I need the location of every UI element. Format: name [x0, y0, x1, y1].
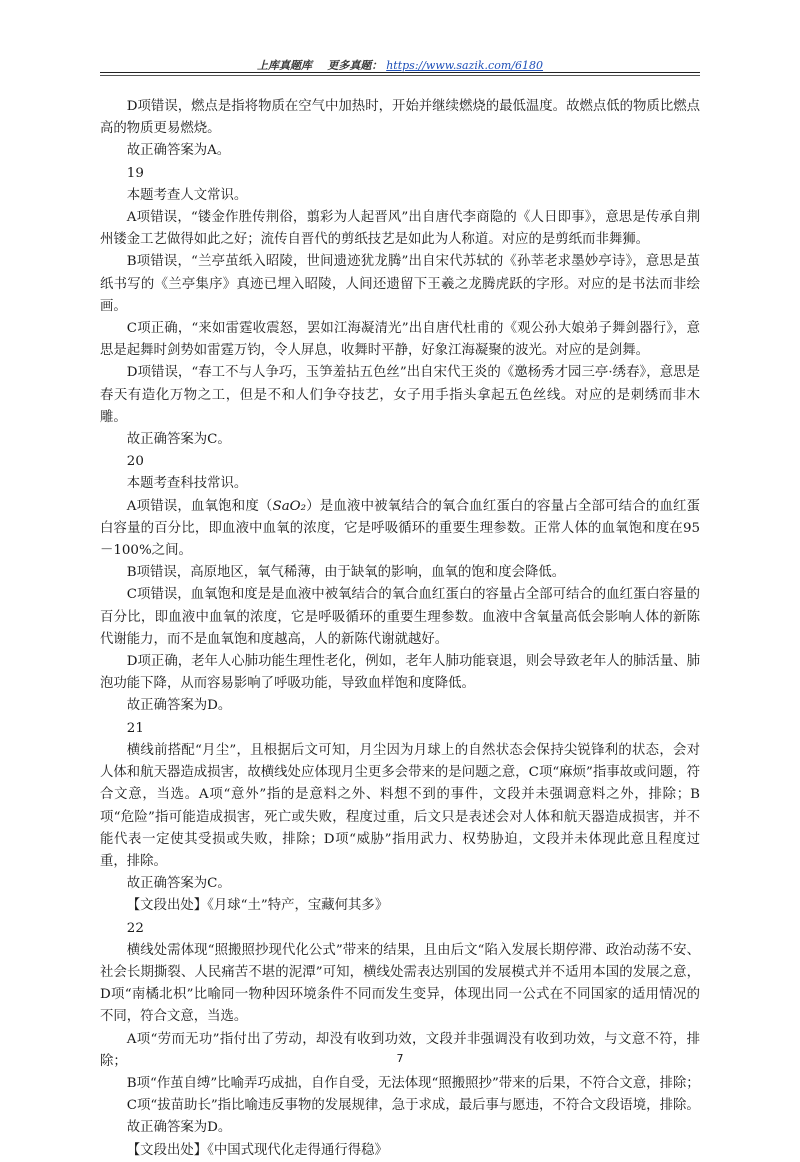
paragraph: C项正确，“来如雷霆收震怒，罢如江海凝清光”出自唐代杜甫的《观公孙大娘弟子舞剑器行》，意思是起舞时剑势如雷霆万钧，令人屏息，收舞时平静，好象江海凝聚的波光。对应的是剑舞。: [100, 321, 700, 359]
paragraph: D项正确，老年人心肺功能生理性老化，例如，老年人肺功能衰退，则会导致老年人的肺活量、肺泡功能下降，从而容易影响了呼吸功能，导致血样饱和度降低。: [100, 654, 700, 692]
header-more-label: 更多真题：: [327, 59, 383, 72]
paragraph: 横线处需体现“照搬照抄现代化公式”带来的结果，且由后文“陷入发展长期停滞、政治动荡不安、社会长期撕裂、人民痛苦不堪的泥潭”可知，横线处需表达别国的发展模式并不适用本国的发展之意，D项“南橘北枳”比喻同一物种因环境条件不同而发生变异，体现出同一公式在不同国家的适用情况的不同，符合文意，当选。: [100, 942, 700, 1025]
question-number: 21: [126, 720, 144, 736]
paragraph-text: ）是血液中被氧结合的氧合血红蛋白的容量占全部可结合的血红蛋白容量的百分比，即血液中血氧的浓度，它是呼吸循环的重要生理参数。正常人体的血氧饱和度在95－100%之间。: [100, 498, 700, 559]
paragraph: B项错误，“兰亭茧纸入昭陵，世间遗迹犹龙腾”出自宋代苏轼的《孙莘老求墨妙亭诗》，意思是茧纸书写的《兰亭集序》真迹已埋入昭陵，人间还遗留下王羲之龙腾虎跃的字形。对应的是书法而非绘画。: [100, 254, 700, 314]
header-rule-thick: [100, 72, 700, 73]
page-header: [0, 57, 800, 73]
page-body: [100, 96, 700, 1162]
question-number: 22: [126, 920, 144, 936]
paragraph: A项错误，“镂金作胜传荆俗，翦彩为人起晋风”出自唐代李商隐的《人日即事》，意思是传承自荆州镂金工艺做得如此之好；流传自晋代的剪纸技艺是如此为人称道。对应的是剪纸而非舞狮。: [100, 210, 700, 248]
paragraph: A项“劳而无功”指付出了劳动，却没有收到功效，文段并非强调没有收到功效，与文意不符，排除；: [100, 1031, 700, 1069]
paragraph: D项错误，燃点是指将物质在空气中加热时，开始并继续燃烧的最低温度。故燃点低的物质比燃点高的物质更易燃烧。: [100, 99, 700, 137]
answer-line: 故正确答案为C。: [126, 432, 231, 448]
header-link[interactable]: https://www.sazik.com/6180: [386, 59, 543, 72]
answer-line: 故正确答案为D。: [126, 698, 232, 714]
paragraph: 横线前搭配“月尘”，且根据后文可知，月尘因为月球上的自然状态会保持尖锐锋利的状态，会对人体和航天器造成损害，故横线处应体现月尘更多会带来的是问题之意，C项“麻烦”指事故或问题，符合文意，当选。A项“意外”指的是意料之外、料想不到的事件，文段并未强调意料之外，排除；B项“危险”指可能造成损害，死亡或失败，程度过重，后文只是表述会对人体和航天器造成损害，并不能代表一定使其受损或失败，排除；D项“威胁”指用武力、权势胁迫，文段并未体现此意且程度过重，排除。: [100, 742, 700, 869]
answer-line: 故正确答案为D。: [126, 1120, 232, 1136]
paragraph: C项错误，血氧饱和度是是血液中被氧结合的氧合血红蛋白的容量占全部可结合的血红蛋白容量的百分比，即血液中血氧的浓度，它是呼吸循环的重要生理参数。血液中含氧量高低会影响人体的新陈代谢能力，而不是血氧饱和度越高，人的新陈代谢就越好。: [100, 587, 700, 647]
question-number: 19: [126, 165, 144, 181]
header-source: 上库真题库: [257, 59, 313, 72]
answer-line: 故正确答案为C。: [126, 876, 231, 892]
header-rule-thin: [100, 75, 700, 76]
sao2-symbol: SaO₂: [272, 498, 307, 514]
source-note: 【文段出处】《中国式现代化走得通行得稳》: [126, 1142, 388, 1158]
question-topic: 本题考查人文常识。: [126, 187, 248, 203]
paragraph: C项“拔苗助长”指比喻违反事物的发展规律，急于求成，最后事与愿违，不符合文段语境，排除。: [126, 1098, 700, 1114]
paragraph: B项错误，高原地区，氧气稀薄，由于缺氧的影响，血氧的饱和度会降低。: [126, 565, 566, 581]
answer-line: 故正确答案为A。: [126, 143, 231, 159]
paragraph: D项错误，“春工不与人争巧，玉笋羞拈五色丝”出自宋代王炎的《邀杨秀才园三亭·绣春》，意思是春天有造化万物之工，但是不和人们争夺技艺，女子用手指头拿起五色丝线。对应的是刺绣而非木雕。: [100, 365, 700, 425]
source-note: 【文段出处】《月球“土”特产，宝藏何其多》: [126, 898, 389, 914]
page-number: 7: [396, 1052, 404, 1065]
paragraph: [100, 496, 700, 563]
question-topic: 本题考查科技常识。: [126, 476, 248, 492]
paragraph-text: A项错误，血氧饱和度（: [126, 498, 273, 514]
question-number: 20: [126, 454, 144, 470]
paragraph: B项“作茧自缚”比喻弄巧成拙，自作自受，无法体现“照搬照抄”带来的后果，不符合文意，排除；: [126, 1075, 700, 1091]
